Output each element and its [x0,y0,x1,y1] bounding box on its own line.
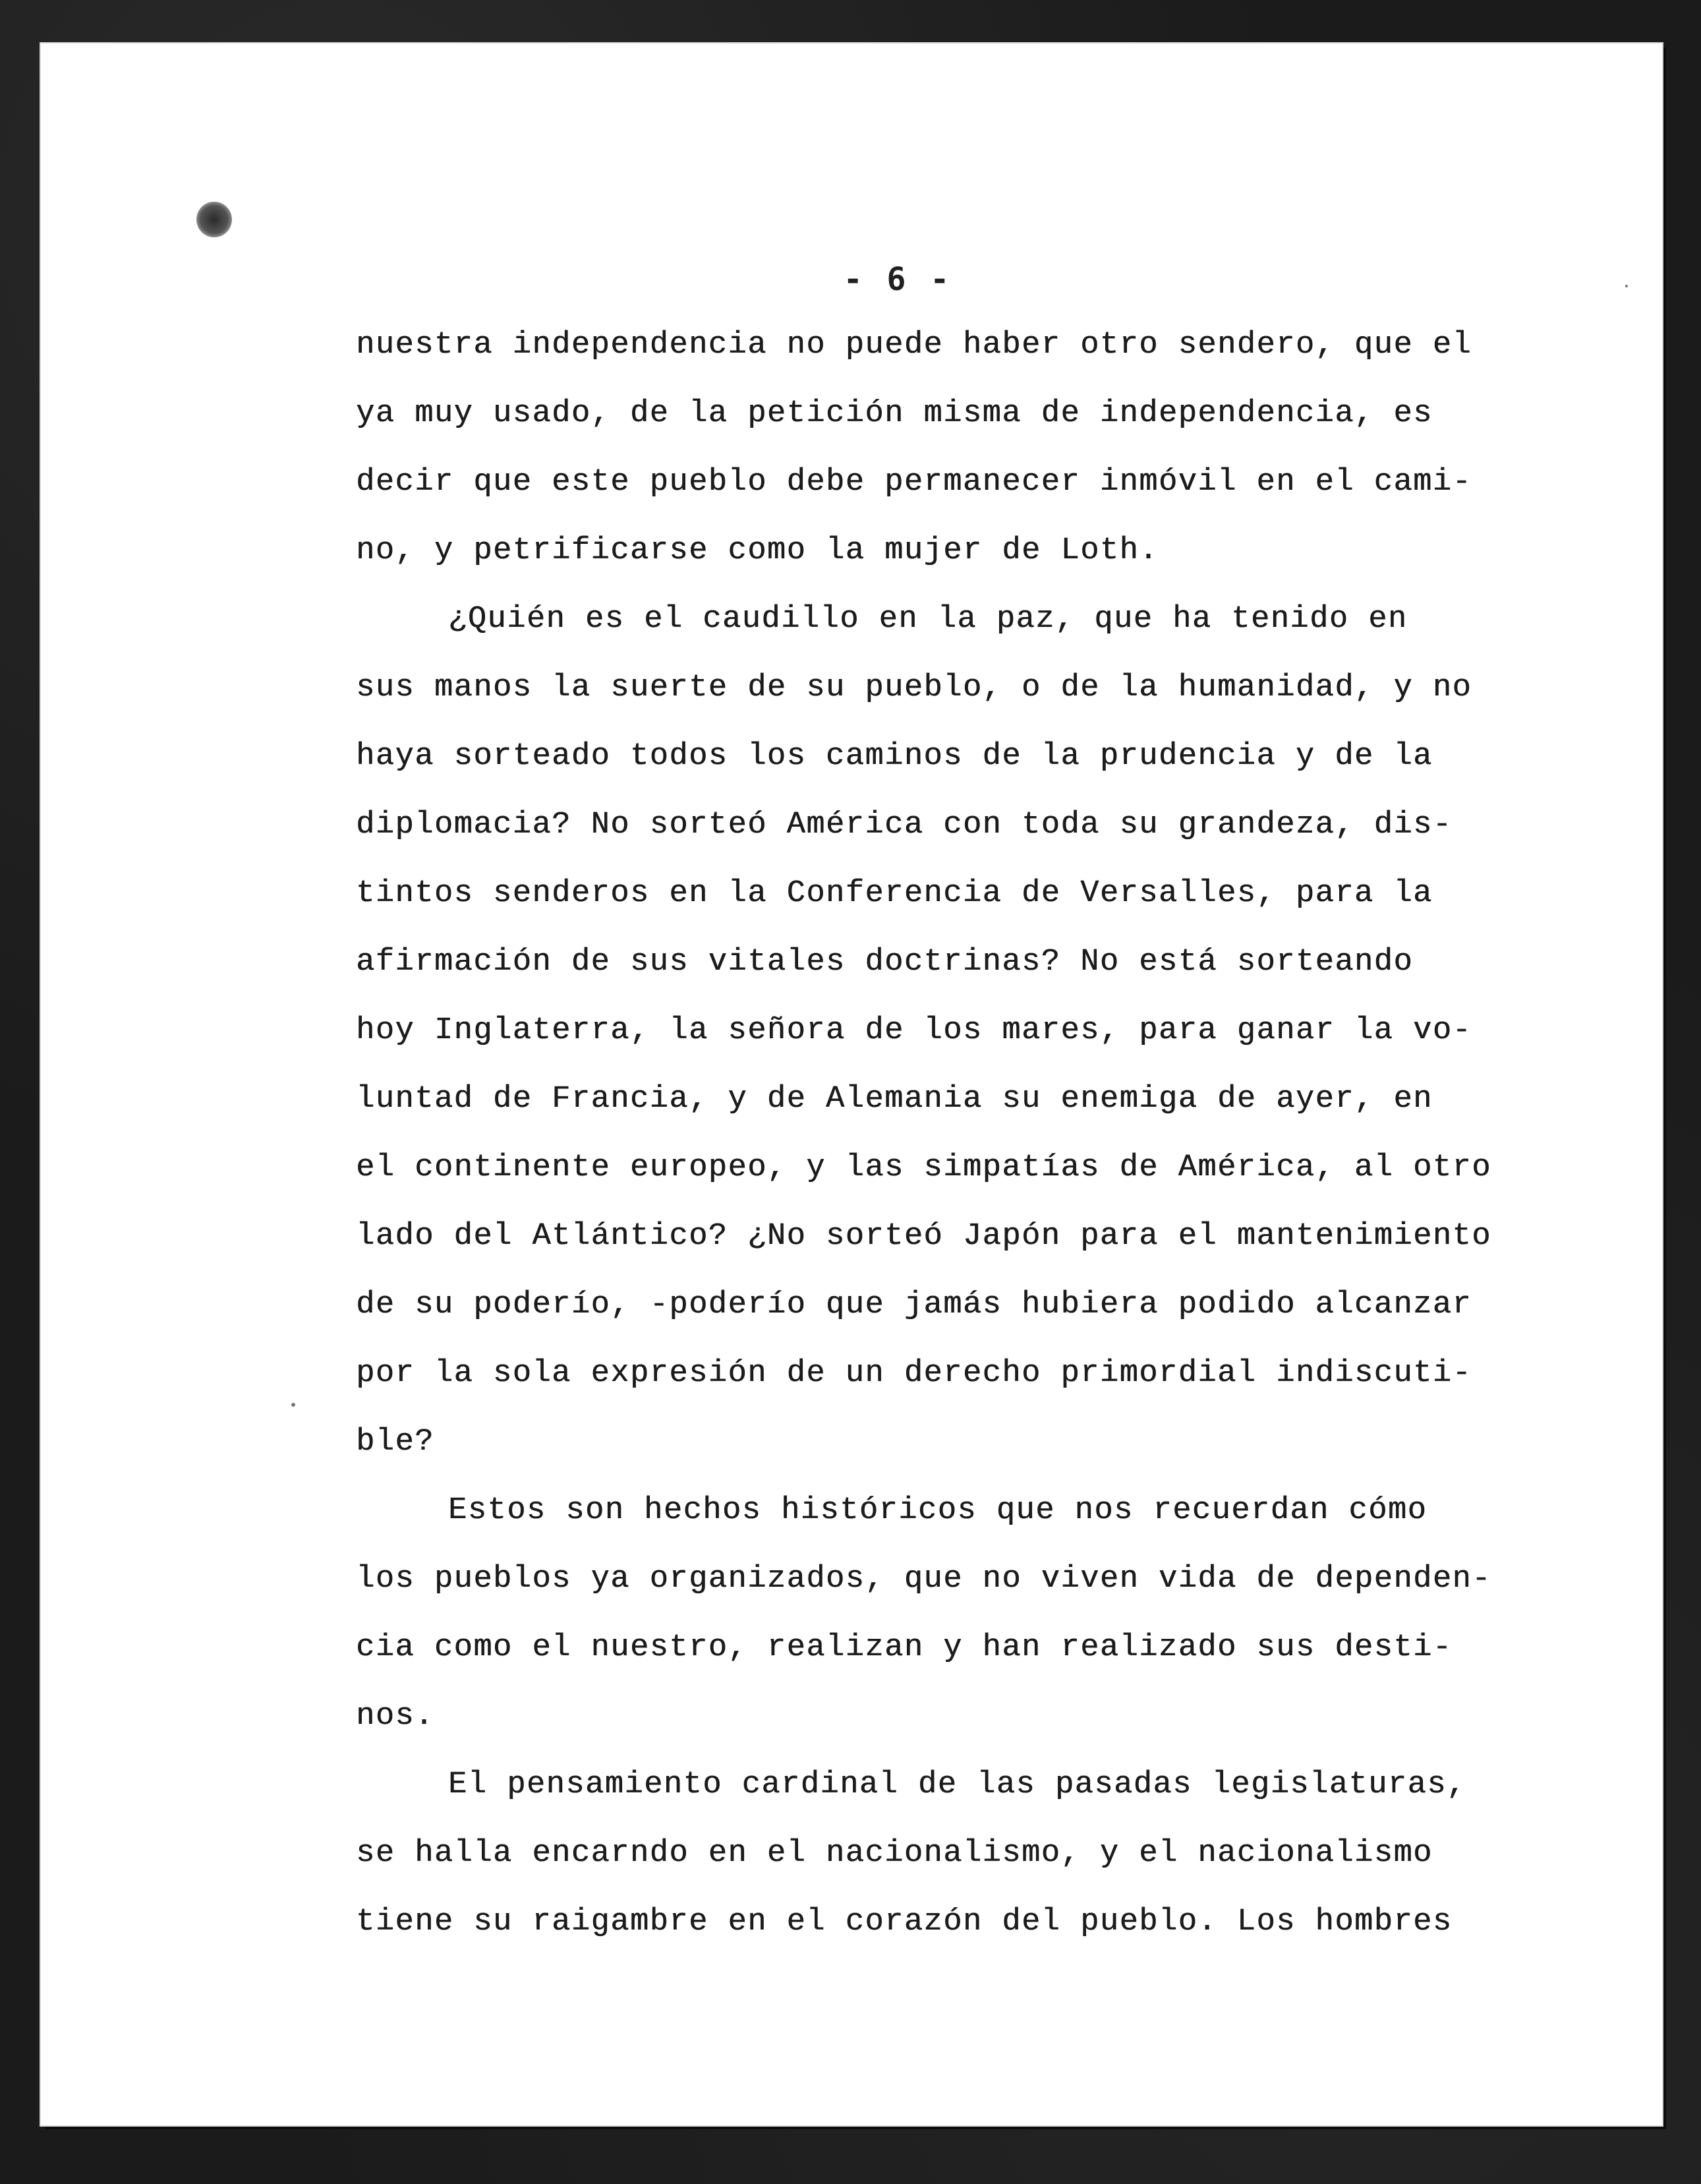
ink-speck [1625,285,1628,287]
text-line: de su poderío, -poderío que jamás hubiera podido alcanzar [356,1287,1472,1322]
text-line: cia como el nuestro, realizan y han realizado sus desti- [356,1630,1453,1665]
text-line: lado del Atlántico? ¿No sorteó Japón para el mantenimiento [356,1219,1491,1254]
text-line: el continente europeo, y las simpatías de América, al otro [356,1150,1491,1185]
typewritten-text [356,311,1496,1957]
text-line: nos. [356,1699,434,1734]
text-line: decir que este pueblo debe permanecer inmóvil en el cami- [356,465,1472,500]
text-line: ya muy usado, de la petición misma de independencia, es [356,396,1433,431]
text-line: afirmación de sus vitales doctrinas? No está sorteando [356,945,1414,980]
text-line: sus manos la suerte de su pueblo, o de la humanidad, y no [356,670,1472,705]
text-line: se halla encarndo en el nacionalismo, y el nacionalismo [356,1836,1433,1871]
text-line: tintos senderos en la Conferencia de Versalles, para la [356,876,1433,911]
text-line: ¿Quién es el caudillo en la paz, que ha tenido en [448,602,1408,637]
text-line: diplomacia? No sorteó América con toda su grandeza, dis- [356,808,1453,842]
text-line: nuestra independencia no puede haber otro sendero, que el [356,328,1472,363]
page-number: - 6 - [843,261,952,298]
text-line: tiene su raigambre en el corazón del pueblo. Los hombres [356,1904,1453,1939]
text-line: los pueblos ya organizados, que no viven vida de dependen- [356,1562,1491,1597]
text-line: no, y petrificarse como la mujer de Loth. [356,533,1159,568]
punch-hole-mark [196,202,232,237]
text-line: hoy Inglaterra, la señora de los mares, para ganar la vo- [356,1013,1472,1048]
text-line: luntad de Francia, y de Alemania su enemiga de ayer, en [356,1082,1433,1117]
ink-speck [291,1403,295,1407]
text-line: El pensamiento cardinal de las pasadas legislaturas, [448,1767,1466,1802]
text-line: Estos son hechos históricos que nos recuerdan cómo [448,1493,1427,1528]
text-line: haya sorteado todos los caminos de la prudencia y de la [356,739,1433,774]
text-line: por la sola expresión de un derecho primordial indiscuti- [356,1356,1472,1391]
text-line: ble? [356,1425,434,1460]
